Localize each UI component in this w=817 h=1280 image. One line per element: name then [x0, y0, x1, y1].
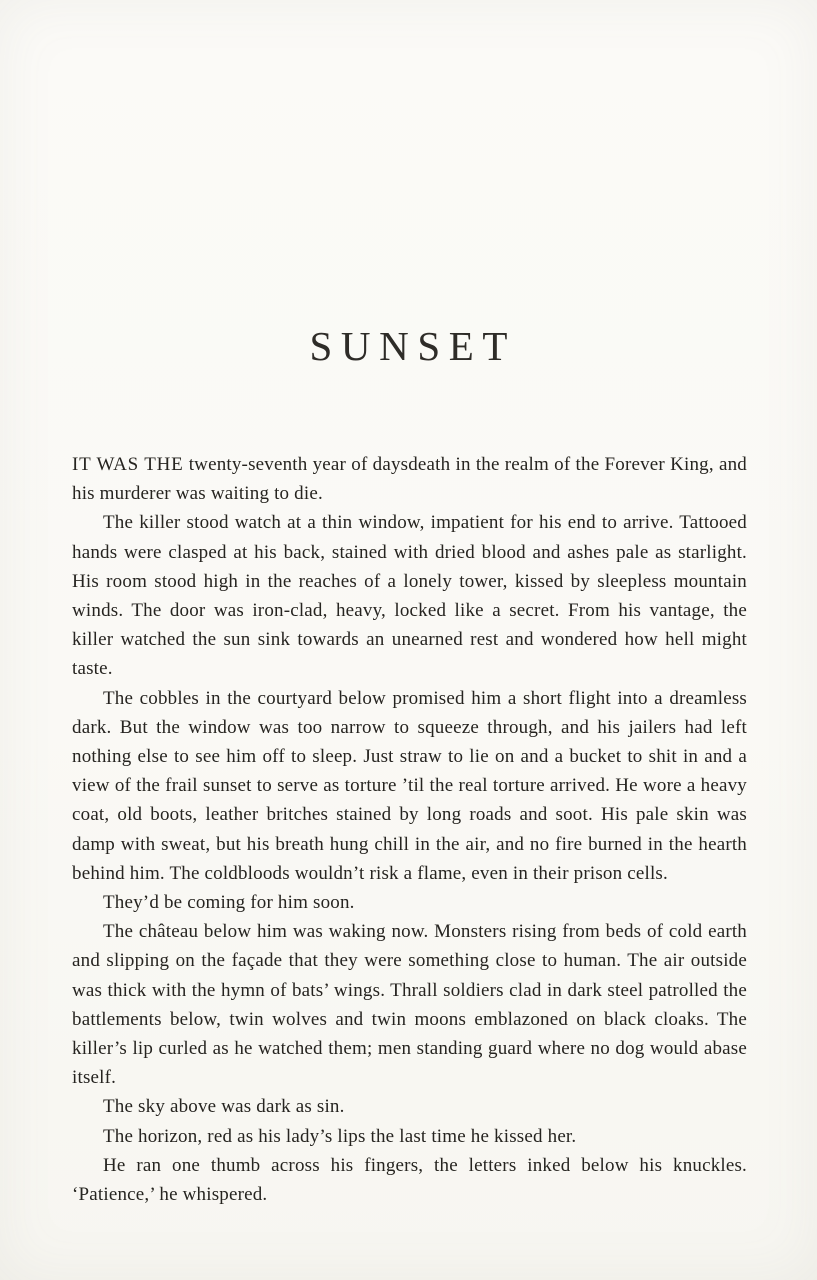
paragraph [72, 450, 747, 508]
paragraph: The horizon, red as his lady’s lips the last time he kissed her. [103, 1125, 577, 1147]
paragraph-lead-in-caps: IT WAS THE [72, 454, 184, 475]
paragraph: He ran one thumb across his fingers, the letters inked below his knuckles. ‘Patience,’ he whispered. [72, 1154, 747, 1206]
chapter-body [72, 450, 747, 1209]
paragraph: The cobbles in the courtyard below promised him a short flight into a dreamless dark. But the window was too narrow to squeeze through, and his jailers had left nothing else to see him off to sleep. Just straw to lie on and a bucket to shit in and a view of the frail sunset to serve as torture ’til the real torture arrived. He wore a heavy coat, old boots, leather britches stained by long roads and soot. His pale skin was damp with sweat, but his breath hung chill in the air, and no fire burned in the hearth behind him. The coldbloods wouldn’t risk a flame, even in their prison cells. [72, 687, 747, 884]
paragraph: The killer stood watch at a thin window, impatient for his end to arrive. Tattooed hands were clasped at his back, stained with dried blood and ashes pale as starlight. His room stood high in the reaches of a lonely tower, kissed by sleepless mountain winds. The door was iron-clad, heavy, locked like a secret. From his vantage, the killer watched the sun sink towards an unearned rest and wondered how hell might taste. [72, 512, 747, 680]
paragraph: They’d be coming for him soon. [103, 892, 355, 914]
paragraph: The sky above was dark as sin. [103, 1096, 345, 1118]
chapter-title: SUNSET [309, 323, 517, 369]
paragraph: The château below him was waking now. Monsters rising from beds of cold earth and slipping on the façade that they were something close to human. The air outside was thick with the hymn of bats’ wings. Thrall soldiers clad in dark steel patrolled the battlements below, twin wolves and twin moons emblazoned on black cloaks. The killer’s lip curled as he watched them; men standing guard where no dog would abase itself. [72, 921, 747, 1089]
paragraph-text: twenty-seventh year of daysdeath in the realm of the Forever King, and his murderer was waiting to die. [72, 454, 747, 505]
